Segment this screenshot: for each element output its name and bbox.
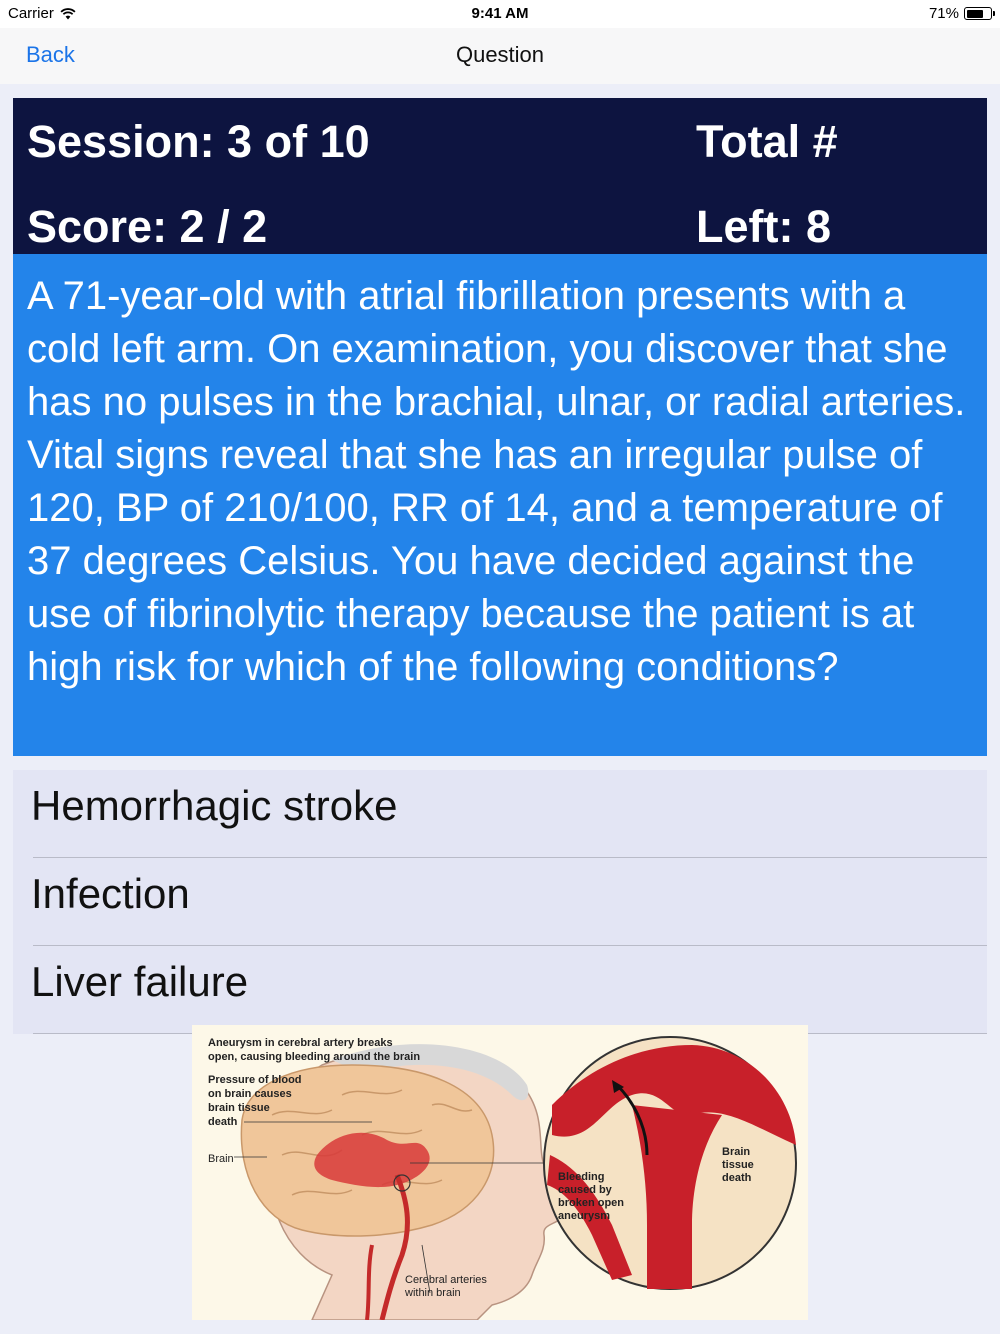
score-label: Score: 2 / 2 <box>27 201 268 252</box>
pressure-label-line3: brain tissue <box>208 1102 270 1114</box>
left-count: Left: 8 <box>696 201 831 252</box>
bleeding-label-line4: aneurysm <box>558 1210 610 1222</box>
status-bar <box>0 0 1000 28</box>
battery-fill <box>967 10 983 18</box>
pressure-label-line4: death <box>208 1116 238 1128</box>
total-label: Total # <box>696 116 838 167</box>
arteries-label-line2: within brain <box>405 1287 461 1299</box>
question-text: A 71-year-old with atrial fibrillation presents with a cold left arm. On examination, you discover that she has no pulses in the brachial, ulnar, or radial arteries. Vital signs reveal that she has an irregular pulse of 120, BP of 210/100, RR of 14, and a temperature of 37 degrees Celsius. You have decided against the use of fibrinolytic therapy because the patient is at high risk for which of the following conditions? <box>13 254 987 756</box>
battery-info <box>929 5 992 22</box>
page-title: Question <box>455 42 545 67</box>
answer-option-1[interactable] <box>13 770 987 858</box>
pressure-label-line2: on brain causes <box>208 1088 292 1100</box>
status-time: 9:41 AM <box>471 5 529 22</box>
bleeding-label-line3: broken open <box>558 1197 625 1209</box>
back-button[interactable]: Back <box>26 42 75 67</box>
tissue-death-label-line3: death <box>722 1172 752 1184</box>
carrier-label: Carrier <box>8 5 54 22</box>
session-progress: Session: 3 of 10 <box>27 116 370 167</box>
answer-label: Infection <box>31 870 190 917</box>
tissue-death-label-line1: Brain <box>722 1146 751 1158</box>
answer-option-3[interactable] <box>13 946 987 1034</box>
answer-label: Liver failure <box>31 958 249 1005</box>
illustration-caption-line1: Aneurysm in cerebral artery breaks <box>208 1037 393 1049</box>
bleeding-label-line2: caused by <box>558 1184 612 1196</box>
hemorrhagic-stroke-illustration <box>192 1025 808 1320</box>
tissue-death-label-line2: tissue <box>722 1159 754 1171</box>
navigation-bar <box>0 28 1000 84</box>
session-header <box>13 98 987 254</box>
bleeding-label-line1: Bleeding <box>558 1171 605 1183</box>
answer-option-2[interactable] <box>13 858 987 946</box>
answer-list <box>13 770 987 1034</box>
answer-label: Hemorrhagic stroke <box>31 782 398 829</box>
illustration-caption-line2: open, causing bleeding around the brain <box>208 1051 421 1063</box>
battery-icon <box>964 7 992 20</box>
pressure-label-line1: Pressure of blood <box>208 1074 302 1086</box>
illustration-graphic <box>192 1025 808 1320</box>
brain-label: Brain <box>208 1153 234 1165</box>
battery-percent: 71% <box>928 5 959 22</box>
arteries-label-line1: Cerebral arteries <box>405 1274 487 1286</box>
